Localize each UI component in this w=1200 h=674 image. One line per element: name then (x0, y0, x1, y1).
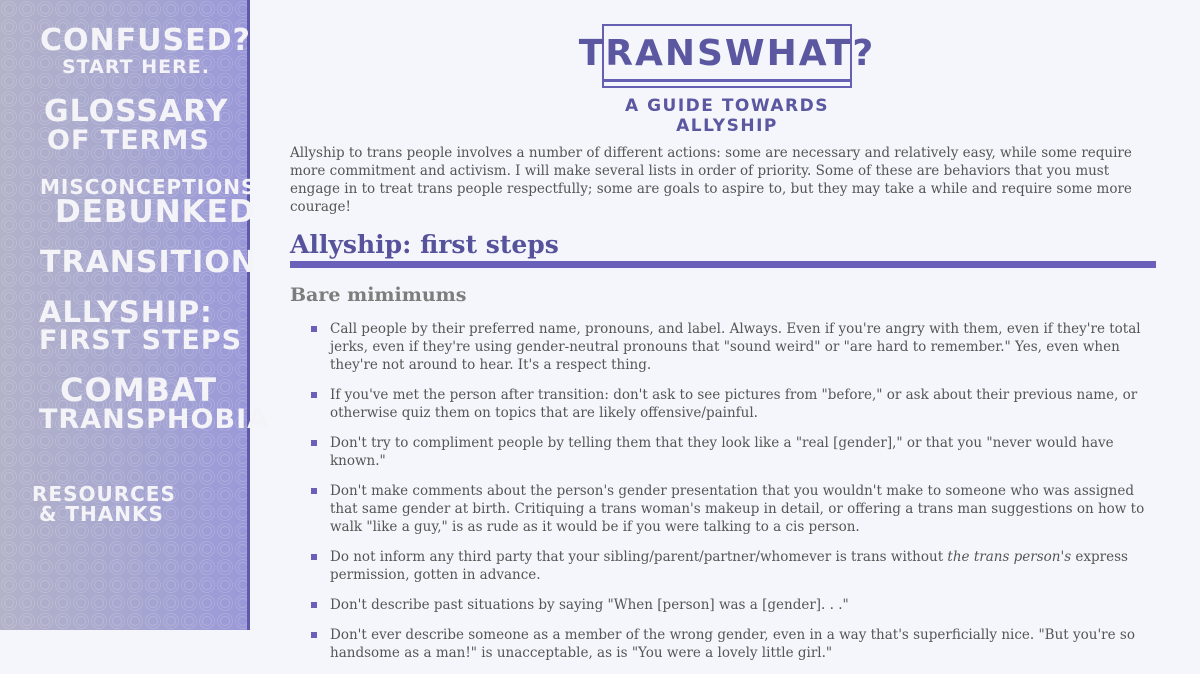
list-item: Don't make comments about the person's gender presentation that you wouldn't make to someone who was assigned that same gender at birth. Critiquing a trans woman's makeup in detail, or offering a trans man suggestions on how to walk "like a guy," is as rude as it would be if you were talking to a cis person. (290, 482, 1156, 536)
nav-label-line2: TRANSPHOBIA (39, 404, 270, 435)
main-content (290, 144, 1156, 674)
list-item: Call people by their preferred name, pronouns, and label. Always. Even if you're angry with them, even if they're total jerks, even if they're using gender-neutral pronouns that "sound weird" or "are hard to remember." Yes, even when they're not around to hear. It's a respect thing. (290, 320, 1156, 374)
nav-allyship-first-steps[interactable] (0, 295, 247, 356)
nav-label-line2: & THANKS (39, 502, 164, 526)
site-tagline: A GUIDE TOWARDS ALLYSHIP (625, 96, 829, 136)
nav-label-line1: RESOURCES (32, 482, 176, 506)
nav-label-line2: FIRST STEPS (39, 325, 243, 356)
nav-combat-transphobia[interactable] (0, 371, 270, 435)
nav-transition[interactable] (0, 245, 257, 280)
list-item-text-before: Do not inform any third party that your sibling/parent/partner/whomever is trans without (330, 549, 948, 565)
nav-label-line1: GLOSSARY (44, 94, 229, 129)
list-item-text-after: express permission, gotten in advance. (330, 549, 1128, 583)
nav-resources-thanks[interactable] (0, 484, 247, 524)
nav-label-line2: OF TERMS (47, 125, 210, 156)
intro-paragraph: Allyship to trans people involves a number of different actions: some are necessary and relatively easy, while some require more commitment and activism. I will make several lists in order of priority. Some of these are behaviors that you must engage in to treat trans people respectfully; some are goals to aspire to, but they may take a while and require some more courage! (290, 145, 1132, 215)
site-logo[interactable] (578, 24, 876, 88)
nav-label-line1: COMBAT (60, 371, 218, 409)
nav-label-line1: MISCONCEPTIONS (40, 175, 257, 199)
nav-label-line2: DEBUNKED (55, 194, 256, 230)
list-item: Don't ever describe someone as a member of the wrong gender, even in a way that's superficially nice. "But you're so handsome as a man!" is unacceptable, as is "You were a lovely little girl." (290, 626, 1156, 662)
list-item-emphasis: the trans person's (947, 549, 1072, 565)
nav-confused-start-here[interactable] (0, 23, 251, 78)
logo-text: TRANSWHAT? (578, 32, 876, 74)
sidebar-nav (0, 0, 270, 630)
nav-misconceptions-debunked[interactable] (0, 175, 257, 230)
nav-label-line1: CONFUSED? (40, 23, 251, 58)
bare-minimums-list (290, 320, 1156, 662)
nav-label-line1: ALLYSHIP: (39, 295, 213, 329)
list-item: Don't describe past situations by saying "When [person] was a [gender]. . ." (290, 596, 1156, 614)
section-title: Allyship: first steps (290, 230, 1156, 268)
nav-label-line2: START HERE. (62, 56, 210, 78)
list-item (290, 548, 1156, 584)
list-item: If you've met the person after transition: don't ask to see pictures from "before," or ask about their previous name, or otherwise quiz them on topics that are likely offensive/painful. (290, 386, 1156, 422)
list-item: Don't try to compliment people by telling them that they look like a "real [gender]," or that you "never would have known." (290, 434, 1156, 470)
nav-glossary-of-terms[interactable] (0, 94, 247, 156)
nav-label-line1: TRANSITION (40, 245, 257, 280)
subsection-title: Bare mimimums (290, 284, 467, 306)
